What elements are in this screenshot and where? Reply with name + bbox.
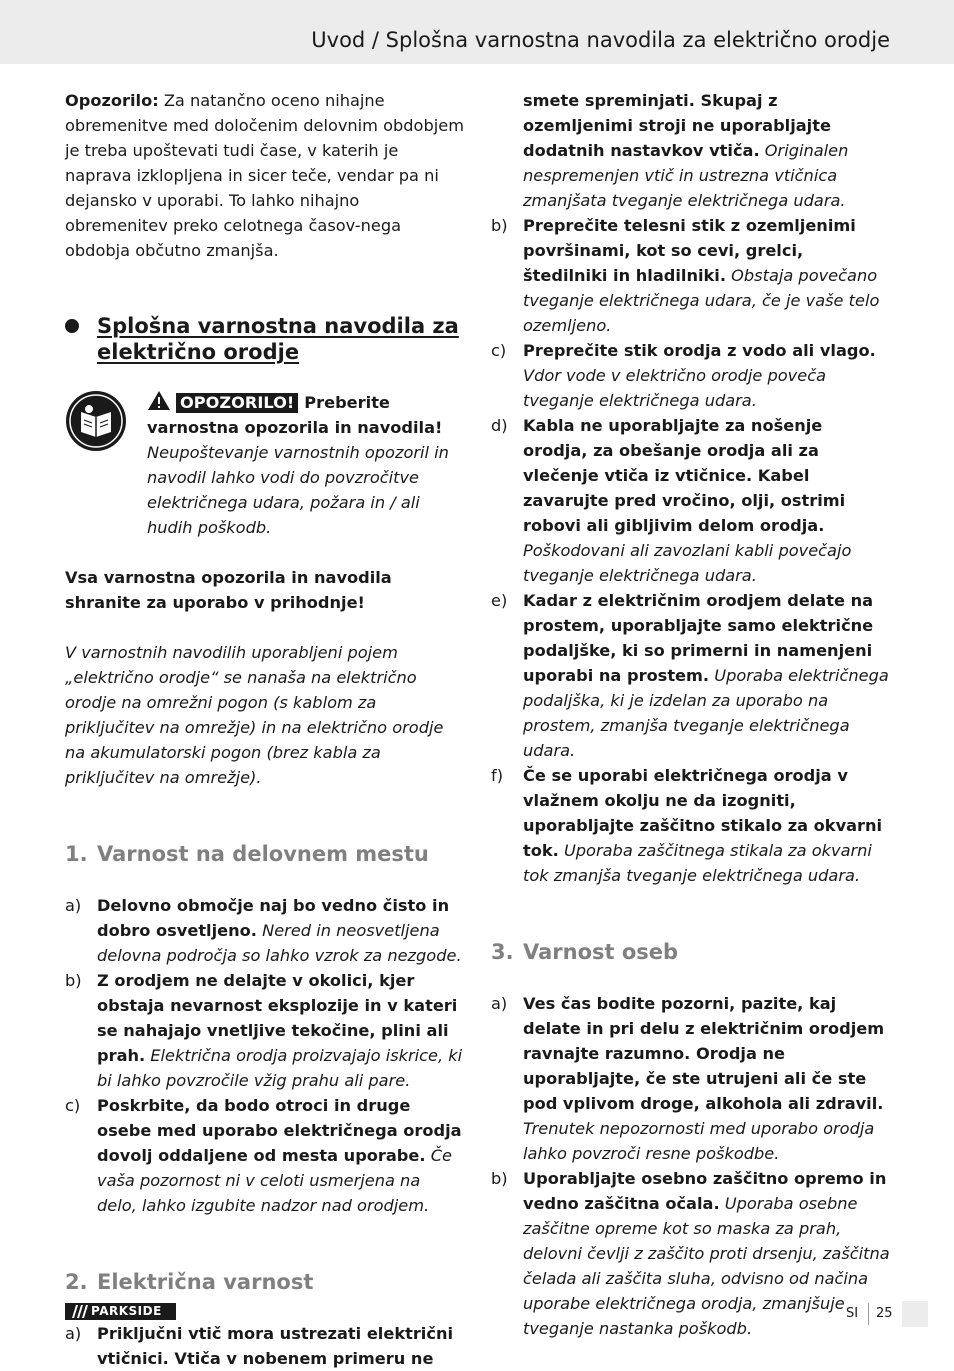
list-item-bold: Kabla ne uporabljajte za nošenje orodja, za obešanje orodja ali za vlečenje vtiča iz vtičnice. Kabel zavarujte pred vročino, olji, ostrimi robovi ali gibljivim delom orodja. [523, 416, 846, 535]
read-instructions-warning [65, 390, 465, 540]
list-item-italic: Električna orodja proizvajajo iskrice, ki bi lahko povzročile vžig prahu ali pare. [97, 1046, 463, 1090]
vibration-warning-text: Za natančno oceno nihajne obremenitve med določenim delovnim obdobjem je treba upoštevati tudi čase, v katerih je naprava izklopljena in sicer teče, vendar pa ni dejansko v uporabi. To lahko nihajno obremenitev preko celotnega časov-nega obdobja občutno zmanjša. [65, 91, 464, 260]
page-tab-marker [902, 1301, 928, 1327]
list-item-italic: Trenutek nepozornosti med uporabo orodja lahko povzroči resne poškodbe. [523, 1119, 875, 1163]
keep-instructions-text: Vsa varnostna opozorila in navodila shranite za uporabo v prihodnje! [65, 568, 392, 612]
list-item-italic: Če vaša pozornost ni v celoti usmerjena na delo, lahko izgubite nadzor nad orodjem. [97, 1146, 452, 1215]
section-2-heading [65, 1268, 465, 1296]
page-number: 25 [876, 1306, 893, 1321]
list-item [65, 893, 465, 968]
list-item-italic: Uporaba osebne zaščitne opreme kot so maska za prah, delovni čevlji z zaščito proti drsenju, zaščitna čelada ali zaščita sluha, odvisno od načina uporabe električnega orodja, zmanjšuje tveganje nastanka poškodb. [523, 1194, 890, 1338]
list-item-bold: Preprečite telesni stik z ozemljenimi površinami, kot so cevi, grelci, štedilniki in hladilniki. [523, 216, 856, 285]
warning-badge: OPOZORILO! [176, 393, 298, 413]
list-item-bold: Poskrbite, da bodo otroci in druge osebe med uporabo električnega orodja dovolj oddaljene od mesta uporabe. [97, 1096, 462, 1165]
list-item [491, 991, 891, 1166]
list-item-label: a) [65, 896, 82, 915]
list-item-label: c) [491, 341, 507, 360]
general-safety-heading [65, 313, 465, 365]
list-item [65, 968, 465, 1093]
list-item-label: e) [491, 591, 508, 610]
vibration-warning [65, 88, 465, 263]
section-2-number: 2. [65, 1270, 88, 1294]
list-item-bold: Z orodjem ne delajte v okolici, kjer obstaja nevarnost eksplozije in v kateri se nahajajo vnetljive tekočine, plini ali prah. [97, 971, 458, 1065]
list-item [491, 213, 891, 338]
list-item-italic: Poškodovani ali zavozlani kabli povečajo tveganje električnega udara. [523, 541, 852, 585]
right-column [491, 88, 891, 1341]
definition-note: V varnostnih navodilih uporabljeni pojem „električno orodje“ se nanaša na električno orodje na omrežni pogon (s kablom za priključitev na omrežje) in na električno orodje na akumulatorski pogon (brez kabla za priključitev na omrežje). [65, 643, 444, 787]
list-item-label: a) [65, 1324, 82, 1343]
bullet-icon [65, 319, 79, 333]
list-item-continued [491, 88, 891, 213]
list-item [491, 338, 891, 413]
left-column [65, 88, 465, 1371]
section-1-number: 1. [65, 842, 88, 866]
list-item-italic: Obstaja povečano tveganje električnega udara, če je vaše telo ozemljeno. [523, 266, 880, 335]
list-item [491, 413, 891, 588]
list-item-italic: Vdor vode v električno orodje poveča tveganje električnega udara. [523, 366, 827, 410]
list-item-label: b) [65, 971, 82, 990]
list-item-bold: Kadar z električnim orodjem delate na prostem, uporabljajte samo električne podaljške, ki so primerni in namenjeni uporabi na prostem. [523, 591, 874, 685]
general-safety-heading-text: Splošna varnostna navodila za električno orodje [97, 314, 459, 364]
list-item-label: b) [491, 216, 508, 235]
section-1-title: Varnost na delovnem mestu [97, 842, 429, 866]
section-3-number: 3. [491, 940, 514, 964]
warning-triangle-icon [147, 390, 171, 411]
list-item-label: b) [491, 1169, 508, 1188]
list-item [491, 588, 891, 763]
list-item-bold: Če se uporabi električnega orodja v vlažnem okolju ne da izogniti, uporabljajte zaščitno stikalo za okvarni tok. [523, 766, 883, 860]
list-item-italic: Uporaba zaščitnega stikala za okvarni tok zmanjša tveganje električnega udara. [523, 841, 872, 885]
list-item-bold: Preprečite stik orodja z vodo ali vlago. [523, 341, 876, 360]
list-item [491, 1166, 891, 1341]
section-3-heading [491, 938, 891, 966]
page-title: Uvod / Splošna varnostna navodila za električno orodje [311, 28, 890, 52]
list-item-bold: Ves čas bodite pozorni, pazite, kaj delate in pri delu z električnim orodjem ravnajte razumno. Orodja ne uporabljajte, če ste utrujeni ali če ste pod vplivom droge, alkohola ali zdravil. [523, 994, 885, 1113]
read-manual-icon [65, 390, 127, 452]
list-item-bold: Priključni vtič mora ustrezati električni vtičnici. Vtiča v nobenem primeru ne [97, 1324, 454, 1368]
header-bar [0, 0, 954, 64]
list-item-italic: Originalen nespremenjen vtič in ustrezna vtičnica zmanjšata tveganje električnega udara. [523, 141, 849, 210]
logo-brand-text: PARKSIDE [91, 1304, 162, 1318]
section-3-title: Varnost oseb [523, 940, 679, 964]
list-item-label: f) [491, 766, 504, 785]
parkside-logo [65, 1303, 176, 1320]
list-item-label: d) [491, 416, 508, 435]
language-code: SI [846, 1306, 859, 1321]
list-item-label: a) [491, 994, 508, 1013]
footer-divider [868, 1303, 869, 1325]
warning-italic-text: Neupoštevanje varnostnih opozoril in navodil lahko vodi do povzročitve električnega udara, požara in / ali hudih poškodb. [147, 443, 449, 537]
section-1-heading [65, 840, 465, 868]
list-item-italic: Uporaba električnega podaljška, ki je izdelan za uporabo na prostem, zmanjša tveganje električnega udara. [523, 666, 889, 760]
logo-stripes-icon [69, 1303, 89, 1320]
list-item-bold: smete spreminjati. Skupaj z ozemljenimi stroji ne uporabljajte dodatnih nastavkov vtiča. [523, 91, 831, 160]
section-2-title: Električna varnost [97, 1270, 314, 1294]
list-item [491, 763, 891, 888]
list-item-bold: Uporabljajte osebno zaščitno opremo in vedno zaščitna očala. [523, 1169, 887, 1213]
keep-instructions-note [65, 565, 465, 615]
list-item [65, 1321, 465, 1371]
list-item-label: c) [65, 1096, 81, 1115]
list-item-bold: Delovno območje naj bo vedno čisto in dobro osvetljeno. [97, 896, 450, 940]
list-item-italic: Nered in neosvetljena delovna področja so lahko vzrok za nezgode. [97, 921, 462, 965]
warning-bold-text: Preberite varnostna opozorila in navodila! [147, 393, 443, 437]
vibration-warning-label: Opozorilo: [65, 91, 159, 110]
list-item [65, 1093, 465, 1218]
